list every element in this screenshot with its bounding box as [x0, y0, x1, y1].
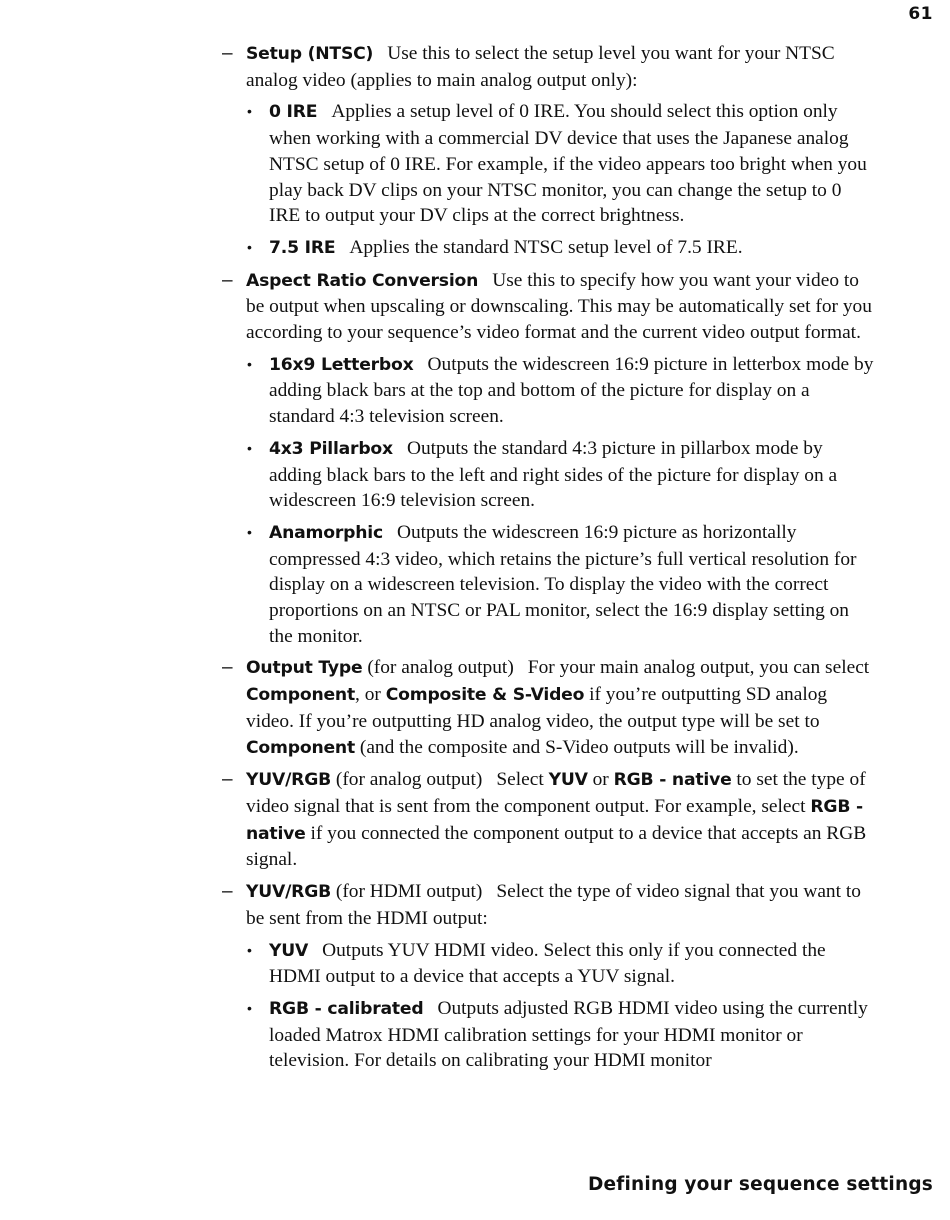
qualifier-text: (for analog output) — [335, 769, 483, 791]
bullet-marker: • — [247, 355, 252, 372]
setting-yuv-rgb-analog — [222, 767, 874, 873]
description-text: or — [592, 769, 609, 791]
term-label: YUV/RGB — [246, 882, 332, 903]
bullet-marker: • — [247, 439, 252, 456]
option-rgb-calibrated — [246, 996, 874, 1074]
option-label: 7.5 IRE — [269, 237, 336, 258]
description-text: For your main analog output, you can select — [527, 657, 870, 679]
keyword-component: Component — [246, 737, 355, 758]
dash-marker: – — [222, 769, 233, 791]
keyword-composite-s-video: Composite & S-Video — [385, 685, 585, 706]
description-text: if you’re outputting SD analog video. If you’re outputting HD analog video, the output type will be set to — [246, 684, 828, 732]
description-text: if you connected the component output to a device that accepts an RGB signal. — [246, 822, 867, 871]
page-number: 61 — [908, 4, 933, 24]
bullet-marker: • — [247, 941, 252, 958]
term-label: YUV/RGB — [246, 770, 332, 791]
option-description: Applies a setup level of 0 IRE. You should select this option only when working with a commercial DV device that uses the Japanese analog NTSC setup of 0 IRE. For example, if the video appears too bright when you play back DV clips on your NTSC monitor, you can change the setup to 0 IRE to output your DV clips at the correct brightness. — [269, 101, 867, 227]
qualifier-text: (for analog output) — [367, 657, 514, 679]
term-label: Aspect Ratio Conversion — [246, 270, 479, 291]
description-text: Select the type of video signal that you want to be sent from the HDMI output: — [246, 881, 861, 929]
description-text: Use this to specify how you want your video to be output when upscaling or downscaling. This may be automatically set for you according to your sequence’s video format and the current video output format. — [246, 269, 872, 344]
setting-yuv-rgb-hdmi — [222, 879, 874, 1074]
dash-marker: – — [222, 43, 233, 64]
bullet-marker: • — [247, 103, 252, 120]
option-4x3-pillarbox — [246, 436, 874, 514]
option-label: 0 IRE — [269, 102, 318, 123]
keyword-yuv: YUV — [548, 770, 588, 791]
option-description: Applies the standard NTSC setup level of 7.5 IRE. — [349, 236, 743, 258]
bullet-marker: • — [247, 238, 252, 255]
setting-output-type — [222, 655, 874, 761]
keyword-rgb-native: RGB - native — [613, 770, 732, 791]
dash-marker: – — [222, 269, 233, 291]
option-anamorphic — [246, 520, 874, 650]
description-text: to set the type of video signal that is sent from the component output. For example, select — [246, 769, 866, 817]
description-text: (and the composite and S-Video outputs will be invalid). — [359, 736, 799, 758]
option-label: 16x9 Letterbox — [269, 354, 414, 375]
term-label: Setup (NTSC) — [246, 44, 374, 64]
option-label: RGB - calibrated — [269, 998, 424, 1019]
description-text: Use this to select the setup level you want for your NTSC analog video (applies to main analog output only): — [246, 43, 835, 91]
manual-body — [222, 41, 874, 1080]
option-16x9-letterbox — [246, 352, 874, 430]
option-description: Outputs the widescreen 16:9 picture as horizontally compressed 4:3 video, which retains the picture’s full vertical resolution for display on a widescreen television. To display the video with the correct proportions on an NTSC or PAL monitor, select the 16:9 display setting on the monitor. — [269, 521, 857, 647]
bullet-marker: • — [247, 999, 252, 1016]
option-0-ire — [246, 99, 874, 229]
footer-section-title: Defining your sequence settings — [587, 1174, 933, 1195]
bullet-marker: • — [247, 523, 252, 540]
option-label: 4x3 Pillarbox — [269, 438, 393, 459]
dash-marker: – — [222, 657, 233, 679]
option-description: Outputs the standard 4:3 picture in pillarbox mode by adding black bars to the left and right sides of the picture for display on a widescreen 16:9 television screen. — [269, 437, 838, 512]
term-label: Output Type — [246, 658, 363, 679]
qualifier-text: (for HDMI output) — [335, 881, 483, 903]
option-yuv — [246, 938, 874, 990]
option-description: Outputs the widescreen 16:9 picture in letterbox mode by adding black bars at the top and bottom of the picture for display on a standard 4:3 television screen. — [269, 353, 874, 428]
setting-aspect-ratio-conversion — [222, 268, 874, 650]
dash-marker: – — [222, 881, 233, 903]
description-text: , or — [355, 684, 381, 706]
option-label: Anamorphic — [269, 522, 383, 543]
option-label: YUV — [269, 940, 309, 961]
option-description: Outputs adjusted RGB HDMI video using the currently loaded Matrox HDMI calibration settings for your HDMI monitor or television. For details on calibrating your HDMI monitor — [269, 997, 868, 1072]
keyword-rgb-native: RGB - native — [246, 796, 863, 844]
option-description: Outputs YUV HDMI video. Select this only if you connected the HDMI output to a device that accepts a YUV signal. — [269, 939, 826, 988]
setting-setup-ntsc — [222, 41, 874, 262]
description-text: Select — [496, 769, 544, 791]
keyword-component: Component — [246, 685, 355, 706]
option-7-5-ire — [246, 235, 874, 262]
